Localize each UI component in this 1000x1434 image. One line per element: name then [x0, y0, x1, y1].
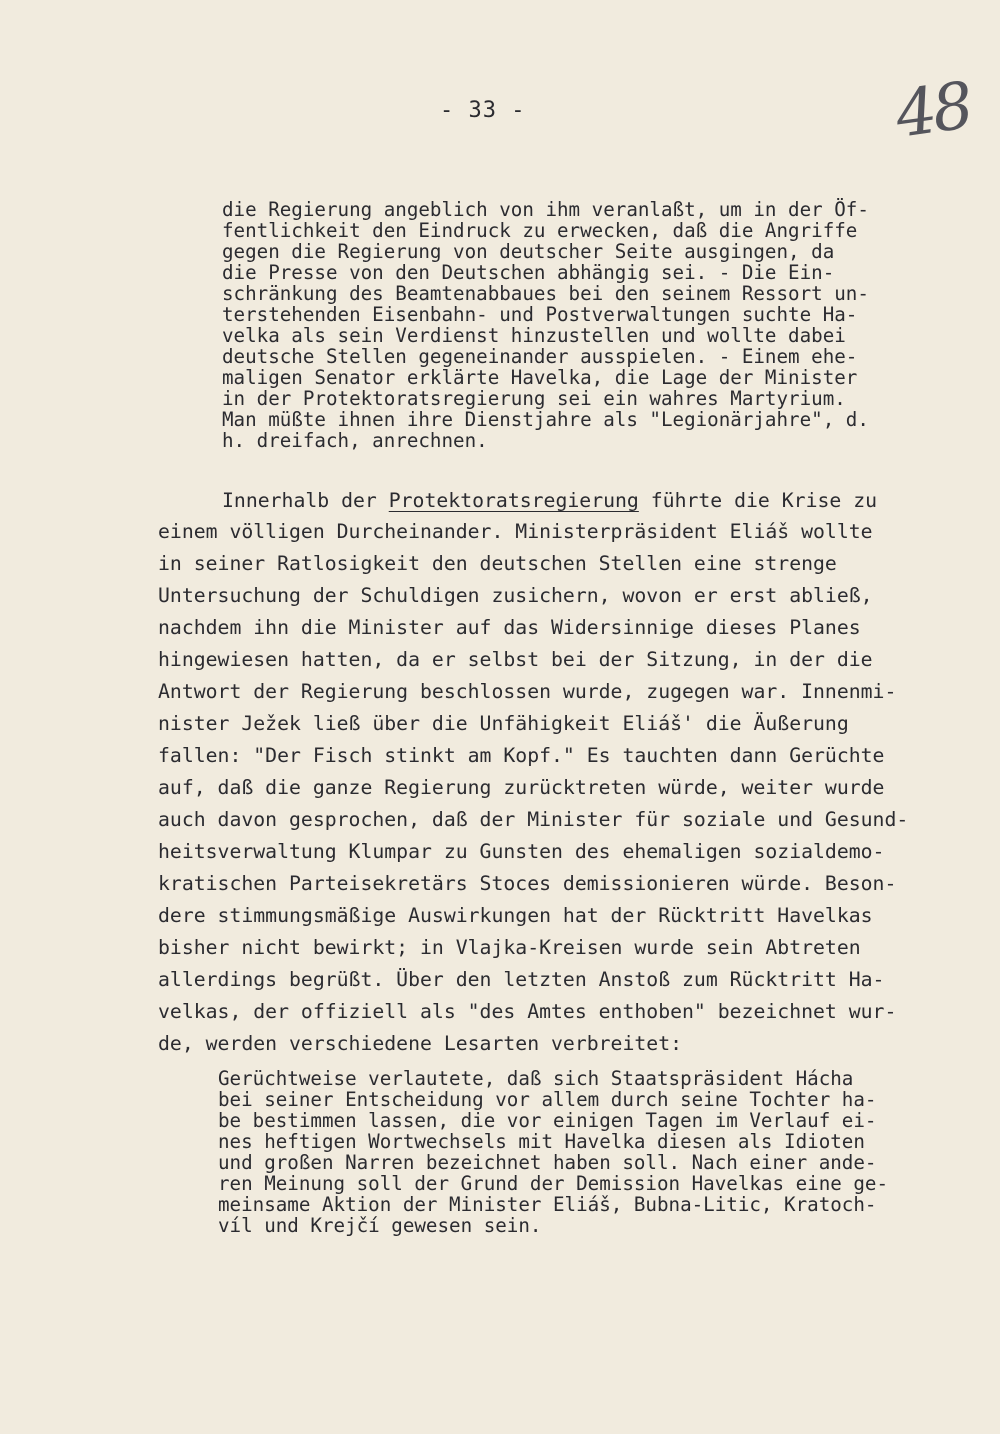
page-number: - 33 - — [440, 98, 526, 123]
paragraph-2-line: bisher nicht bewirkt; in Vlajka-Kreisen wurde sein Abtreten — [158, 936, 861, 959]
paragraph-3-line: bei seiner Entscheidung vor allem durch seine Tochter ha- — [218, 1088, 877, 1111]
paragraph-3-line: víl und Krejčí gewesen sein. — [218, 1214, 542, 1237]
paragraph-2-line: velkas, der offiziell als "des Amtes enthoben" bezeichnet wur- — [158, 1000, 897, 1023]
paragraph-1-line: die Presse von den Deutschen abhängig sei. - Die Ein- — [222, 261, 835, 284]
paragraph-2-line: einem völligen Durcheinander. Ministerpräsident Eliáš wollte — [158, 520, 873, 543]
paragraph-3-line: Gerüchtweise verlautete, daß sich Staatspräsident Hácha — [218, 1067, 854, 1090]
handwritten-folio-number: 48 — [891, 69, 975, 153]
paragraph-2-line — [222, 491, 877, 511]
paragraph-1-line: die Regierung angeblich von ihm veranlaßt, um in der Öf- — [222, 198, 869, 221]
paragraph-1-line: schränkung des Beamtenabbaues bei den seinem Ressort un- — [222, 282, 869, 305]
paragraph-3-line: nes heftigen Wortwechsels mit Havelka diesen als Idioten — [218, 1130, 865, 1153]
paragraph-3-line: ren Meinung soll der Grund der Demission Havelkas eine ge- — [218, 1172, 889, 1195]
paragraph-2-line: nachdem ihn die Minister auf das Widersinnige dieses Planes — [158, 616, 861, 639]
paragraph-2-line-end: führte die Krise zu — [638, 489, 878, 512]
paragraph-1-line: maligen Senator erklärte Havelka, die Lage der Minister — [222, 366, 858, 389]
paragraph-2-line: Antwort der Regierung beschlossen wurde, zugegen war. Innenmi- — [158, 680, 897, 703]
paragraph-1-line: in der Protektoratsregierung sei ein wahres Martyrium. — [222, 387, 846, 410]
paragraph-3-line: be bestimmen lassen, die vor einigen Tagen im Verlauf ei- — [218, 1109, 877, 1132]
paragraph-3-line: meinsame Aktion der Minister Eliáš, Bubna-Litic, Kratoch- — [218, 1193, 877, 1216]
paragraph-2-line: Untersuchung der Schuldigen zusichern, wovon er erst abließ, — [158, 584, 873, 607]
paragraph-2-line: de, werden verschiedene Lesarten verbreitet: — [158, 1032, 683, 1055]
paragraph-2-line: heitsverwaltung Klumpar zu Gunsten des ehemaligen sozialdemo- — [158, 840, 885, 863]
paragraph-1-line: Man müßte ihnen ihre Dienstjahre als "Legionärjahre", d. — [222, 408, 869, 431]
paragraph-2-line: dere stimmungsmäßige Auswirkungen hat der Rücktritt Havelkas — [158, 904, 873, 927]
underlined-term: Protektoratsregierung — [388, 489, 639, 512]
paragraph-2-line: allerdings begrüßt. Über den letzten Anstoß zum Rücktritt Ha- — [158, 968, 885, 991]
paragraph-1-line: terstehenden Eisenbahn- und Postverwaltungen suchte Ha- — [222, 303, 858, 326]
paragraph-2-line: fallen: "Der Fisch stinkt am Kopf." Es tauchten dann Gerüchte — [158, 744, 885, 767]
paragraph-1-line: fentlichkeit den Eindruck zu erwecken, daß die Angriffe — [222, 219, 858, 242]
paragraph-2-line-start: Innerhalb der — [222, 489, 389, 512]
paragraph-1-line: velka als sein Verdienst hinzustellen und wollte dabei — [222, 324, 846, 347]
paragraph-2-line: in seiner Ratlosigkeit den deutschen Stellen eine strenge — [158, 552, 837, 575]
paragraph-3-line: und großen Narren bezeichnet haben soll. Nach einer ande- — [218, 1151, 877, 1174]
paragraph-2-line: auf, daß die ganze Regierung zurücktreten würde, weiter wurde — [158, 776, 885, 799]
paragraph-1-line: h. dreifach, anrechnen. — [222, 429, 488, 452]
paragraph-1-line: deutsche Stellen gegeneinander ausspielen. - Einem ehe- — [222, 345, 858, 368]
paragraph-2-line: auch davon gesprochen, daß der Minister für soziale und Gesund- — [158, 808, 909, 831]
paragraph-1-line: gegen die Regierung von deutscher Seite ausgingen, da — [222, 240, 835, 263]
paragraph-2-line: nister Ježek ließ über die Unfähigkeit Eliáš' die Äußerung — [158, 712, 849, 735]
paragraph-2-line: kratischen Parteisekretärs Stoces demissionieren würde. Beson- — [158, 872, 897, 895]
paragraph-2-line: hingewiesen hatten, da er selbst bei der Sitzung, in der die — [158, 648, 873, 671]
